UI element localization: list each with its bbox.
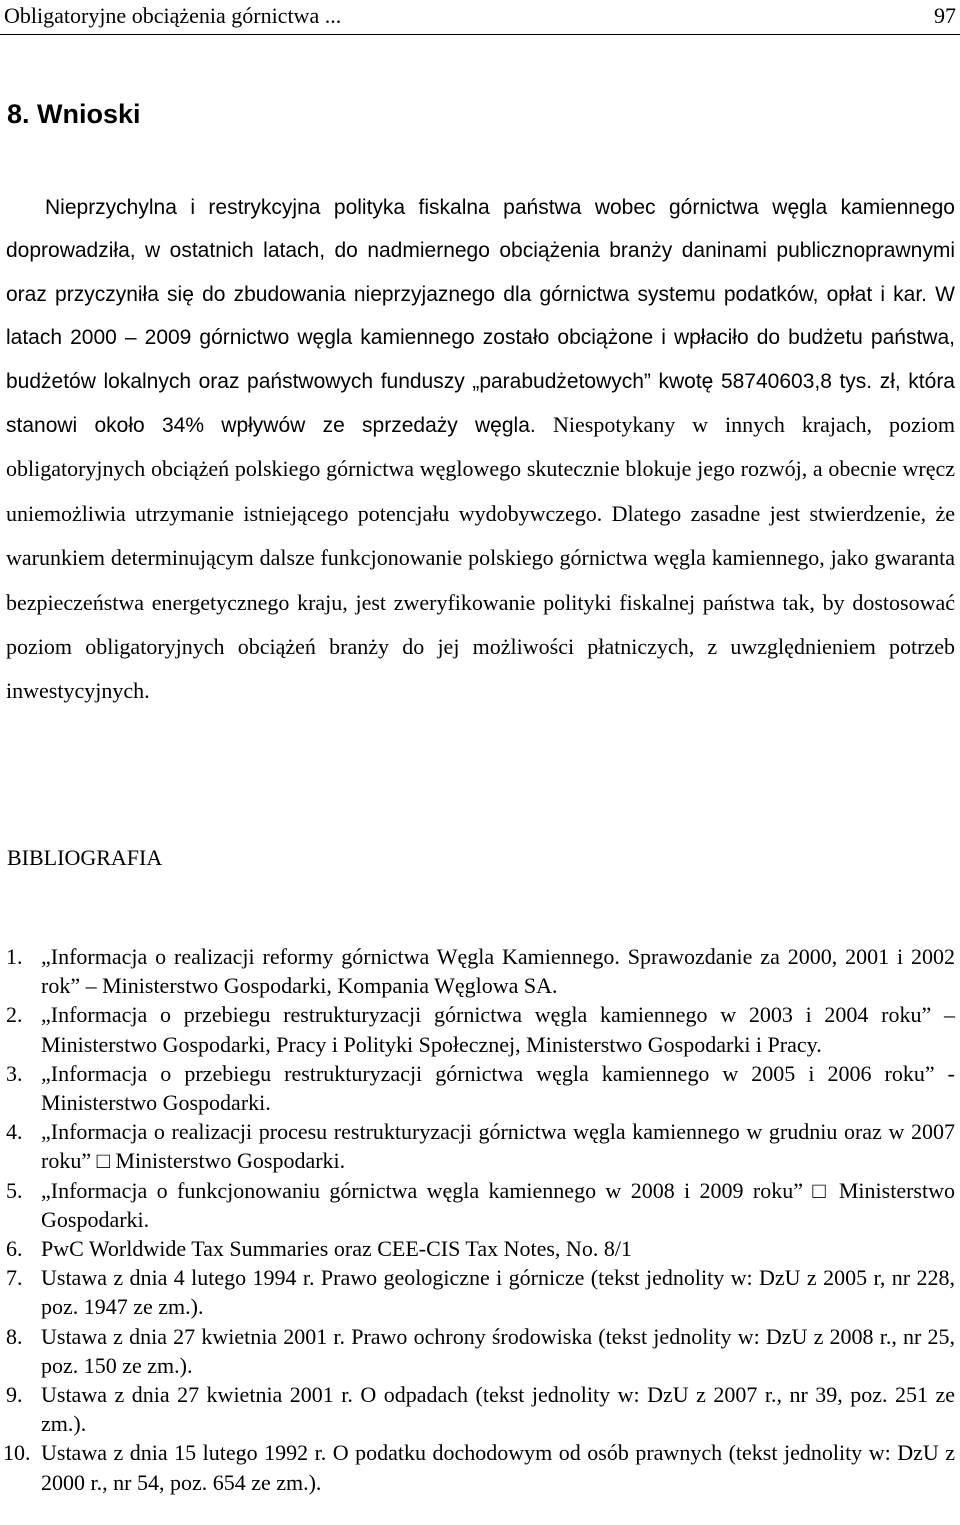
page-number: 97 [934,3,956,28]
bibliography-item-number: 3. [6,1060,23,1086]
bibliography-item [0,1438,955,1496]
running-header-title: Obligatoryjne obciążenia górnictwa ... [4,3,342,28]
bibliography-item [0,1234,955,1263]
bibliography-item-text: Ustawa z dnia 15 lutego 1992 r. O podatku dochodowym od osób prawnych (tekst jednolity w: DzU z 2000 r., nr 54, poz. 654 ze zm.). [41,1440,955,1495]
conclusions-paragraph [6,186,955,714]
bibliography-item-text: Ustawa z dnia 27 kwietnia 2001 r. Prawo ochrony środowiska (tekst jednolity w: DzU z 2008 r., nr 25, poz. 150 ze zm.). [41,1323,955,1378]
bibliography-item-number: 5. [6,1177,23,1203]
bibliography-item-text: „Informacja o przebiegu restrukturyzacji górnictwa węgla kamiennego w 2003 i 2004 roku” – Ministerstwo Gospodarki, Pracy i Polityki Społecznej, Ministerstwo Gospodarki i Pracy. [41,1002,955,1057]
bibliography-item-number: 9. [6,1382,23,1408]
paragraph-part-sans: Nieprzychylna i restrykcyjna polityka fiskalna państwa wobec górnictwa węgla kamiennego doprowadziła, w ostatnich latach, do nadmiernego obciążenia branży daninami publicznoprawnymi oraz przyczyniła się do zbudowania nieprzyjaznego dla górnictwa systemu podatków, opłat i kar. W latach 2000 – 2009 górnictwo węgla kamiennego zostało obciążone i wpłaciło do budżetu państwa, budżetów lokalnych oraz państwowych funduszy „parabudżetowych” kwotę 58740603,8 tys. zł, która stanowi około 34% wpływów ze sprzedaży węgla. [6,196,955,438]
bibliography-heading: BIBLIOGRAFIA [7,845,163,870]
section-title: 8. Wnioski [7,99,141,129]
bibliography-item [0,1176,955,1234]
running-header [0,0,960,35]
bibliography-item [0,1117,955,1175]
bibliography-item-text: Ustawa z dnia 27 kwietnia 2001 r. O odpadach (tekst jednolity w: DzU z 2007 r., nr 39, poz. 251 ze zm.). [41,1382,955,1437]
bibliography-item [0,1000,955,1058]
bibliography-item [0,1380,955,1438]
bibliography-item-text: „Informacja o realizacji procesu restrukturyzacji górnictwa węgla kamiennego w grudniu oraz w 2007 roku” □ Ministerstwo Gospodarki. [41,1119,955,1174]
bibliography-item-number: 10. [3,1440,31,1466]
bibliography-item-text: „Informacja o funkcjonowaniu górnictwa węgla kamiennego w 2008 i 2009 roku” □ Ministerstwo Gospodarki. [41,1177,955,1232]
bibliography-item-text: PwC Worldwide Tax Summaries oraz CEE-CIS Tax Notes, No. 8/1 [41,1236,632,1262]
bibliography-item [0,1322,955,1380]
bibliography-item [0,942,955,1000]
bibliography-item-number: 2. [6,1002,23,1028]
bibliography-item-text: „Informacja o realizacji reformy górnictwa Węgla Kamiennego. Sprawozdanie za 2000, 2001 i 2002 rok” – Ministerstwo Gospodarki, Kompania Węglowa SA. [41,944,955,999]
bibliography-item-text: „Informacja o przebiegu restrukturyzacji górnictwa węgla kamiennego w 2005 i 2006 roku” - Ministerstwo Gospodarki. [41,1060,955,1116]
bibliography-item-number: 7. [6,1265,23,1291]
paragraph-part-serif: Niespotykany w innych krajach, poziom obligatoryjnych obciążeń polskiego górnictwa węglowego skutecznie blokuje jego rozwój, a obecnie wręcz uniemożliwia utrzymanie istniejącego potencjału wydobywczego. Dlatego zasadne jest stwierdzenie, że warunkiem determinującym dalsze funkcjonowanie polskiego górnictwa węgla kamiennego, jako gwaranta bezpieczeństwa energetycznego kraju, jest zweryfikowanie polityki fiskalnej państwa tak, by dostosować poziom obligatoryjnych obciążeń branży do jej możliwości płatniczych, z uwzględnieniem potrzeb inwestycyjnych. [6,412,955,704]
bibliography-item-number: 6. [6,1236,23,1262]
bibliography-item [0,1263,955,1321]
bibliography-item-number: 4. [6,1119,23,1145]
bibliography-item-number: 1. [6,944,23,969]
bibliography-item [0,1059,955,1117]
bibliography-list [0,942,955,1497]
bibliography-item-text: Ustawa z dnia 4 lutego 1994 r. Prawo geologiczne i górnicze (tekst jednolity w: DzU z 2005 r, nr 228, poz. 1947 ze zm.). [41,1265,955,1320]
bibliography-item-number: 8. [6,1323,23,1349]
